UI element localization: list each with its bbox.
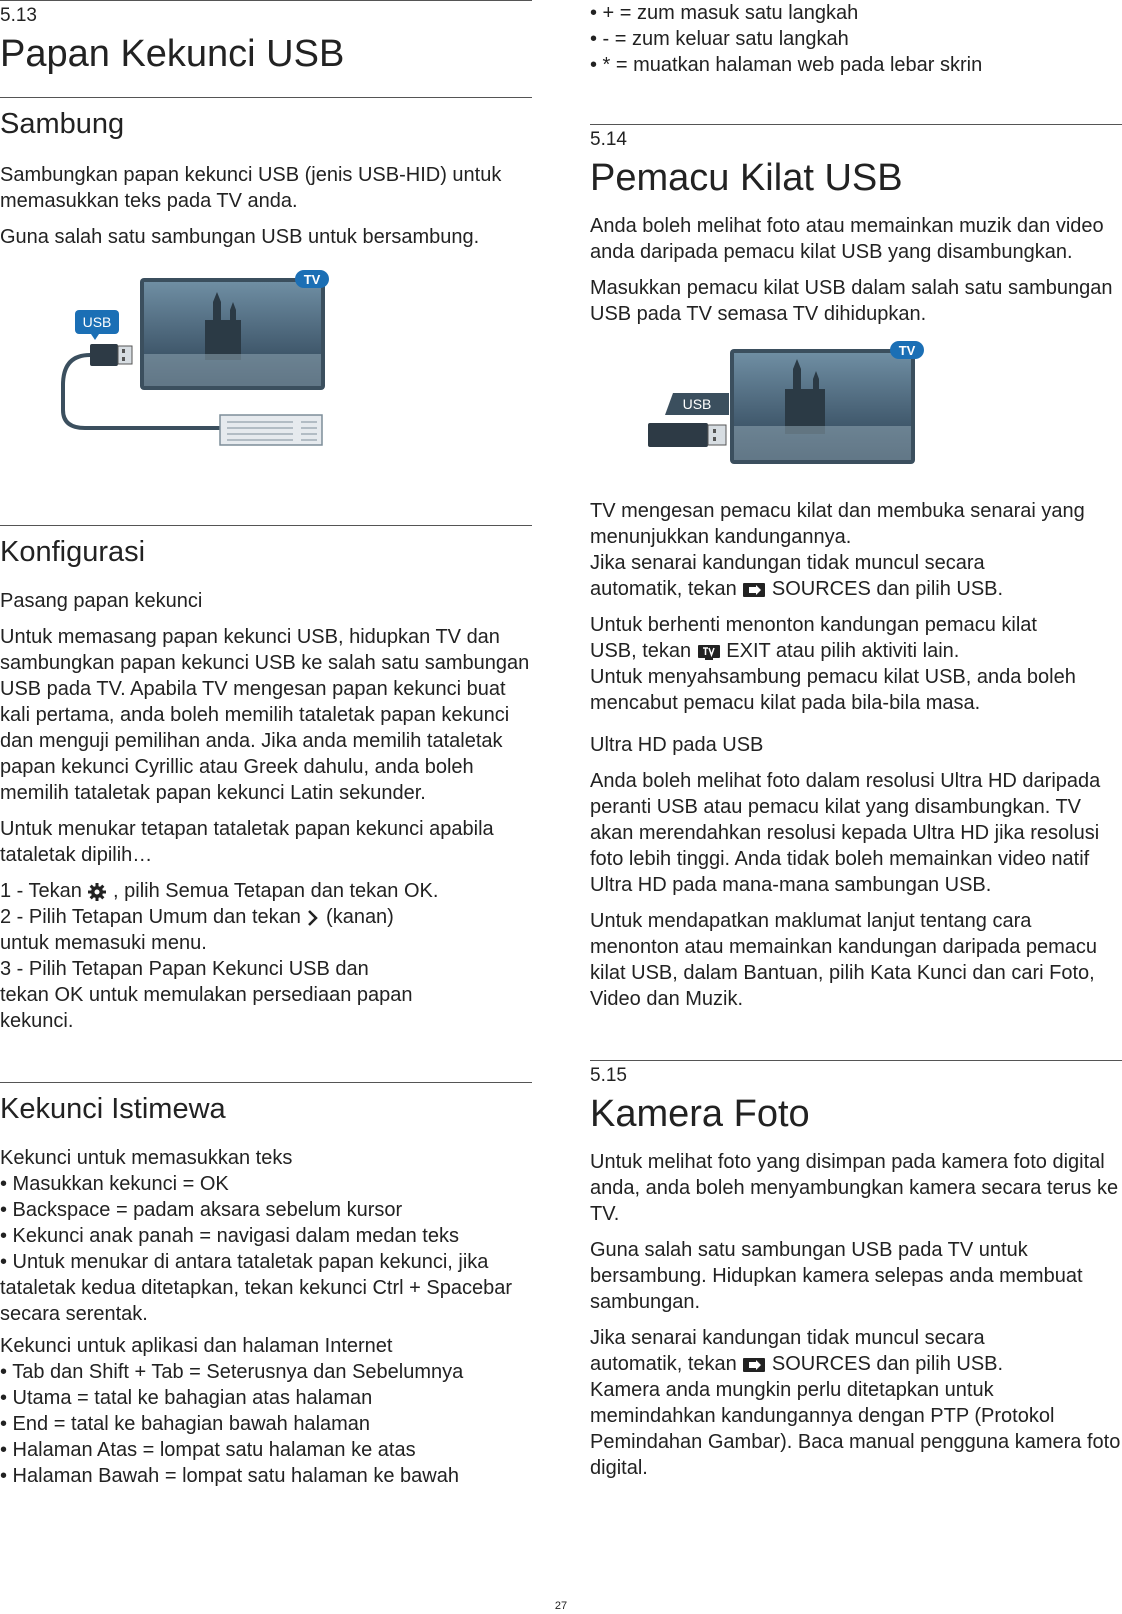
- usb-plug-icon: [90, 344, 132, 366]
- sources-icon: [742, 581, 766, 599]
- step-text: 1 - Tekan: [0, 880, 88, 902]
- paragraph: Untuk mendapatkan maklumat lanjut tentang cara menonton atau memainkan kandungan daripada pemacu kilat USB, dalam Bantuan, pilih Kata Kunci dan cari Foto, Video dan Muzik.: [590, 910, 1098, 1010]
- section-rule: [590, 1060, 1122, 1061]
- paragraph: Untuk menukar tetapan tataletak papan kekunci apabila tataletak dipilih…: [0, 818, 494, 866]
- paragraph-line: [590, 638, 1122, 664]
- subsection-rule: [0, 1082, 532, 1083]
- tv-badge-icon: [295, 270, 329, 288]
- right-column: [590, 0, 1122, 1481]
- subheading: Kekunci untuk memasukkan teks: [0, 1147, 293, 1169]
- step-text: kekunci.: [0, 1010, 74, 1032]
- paragraph: TV mengesan pemacu kilat dan membuka senarai yang menunjukkan kandungannya.: [590, 500, 1085, 548]
- paragraph: Kamera anda mungkin perlu ditetapkan untuk memindahkan kandungannya dengan PTP (Protokol Pemindahan Gambar). Baca manual pengguna kamera foto digital.: [590, 1379, 1121, 1479]
- step-text: 2 - Pilih Tetapan Umum dan tekan: [0, 906, 307, 928]
- paragraph: Masukkan pemacu kilat USB dalam salah satu sambungan USB pada TV semasa TV dihidupkan.: [590, 277, 1113, 325]
- paragraph-line: Jika senarai kandungan tidak muncul secara: [590, 552, 985, 574]
- left-column: [0, 0, 532, 1489]
- paragraph: Guna salah satu sambungan USB pada TV untuk bersambung. Hidupkan kamera selepas anda membuat sambungan.: [590, 1239, 1083, 1313]
- step-text: (kanan): [326, 906, 394, 928]
- sources-icon: [742, 1356, 766, 1374]
- section-number: 5.15: [590, 1065, 627, 1086]
- inline-text: automatik, tekan: [590, 578, 743, 600]
- subsection-rule: [0, 97, 532, 98]
- usb-badge-icon: [665, 393, 729, 415]
- list-zoom-keys: [590, 0, 1122, 78]
- section-title: Pemacu Kilat USB: [590, 157, 903, 199]
- paragraph-line: [590, 1351, 1122, 1377]
- fog-shape: [144, 354, 321, 386]
- usb-flash-drive-illustration: [645, 341, 945, 476]
- step-1: [0, 878, 532, 904]
- paragraph: Untuk menyahsambung pemacu kilat USB, anda boleh mencabut pemacu kilat pada bila-bila masa.: [590, 666, 1076, 714]
- inline-text: EXIT atau pilih aktiviti lain.: [726, 640, 960, 662]
- page-number: 27: [554, 1600, 568, 1612]
- tv-badge-label: TV: [898, 343, 916, 358]
- list-item: • End = tatal ke bahagian bawah halaman: [0, 1413, 371, 1435]
- step-3: 3 - Pilih Tetapan Papan Kekunci USB dan: [0, 958, 369, 980]
- list-text-keys: [0, 1171, 532, 1327]
- inline-text: automatik, tekan: [590, 1353, 743, 1375]
- section-rule: [590, 124, 1122, 125]
- paragraph: Anda boleh melihat foto dalam resolusi Ultra HD daripada peranti USB atau pemacu kilat yang disambungkan. TV akan merendahkan resolusi kepada Ultra HD jika resolusi foto lebih tinggi. Anda tidak boleh memainkan video natif Ultra HD pada mana-mana sambungan USB.: [590, 770, 1101, 896]
- subsection-title-konfigurasi: Konfigurasi: [0, 536, 146, 568]
- paragraph: Sambungkan papan kekunci USB (jenis USB-HID) untuk memasukkan teks pada TV anda.: [0, 164, 502, 212]
- list-item: • Tab dan Shift + Tab = Seterusnya dan Sebelumnya: [0, 1361, 464, 1383]
- usb-flash-drive-icon: [648, 423, 726, 447]
- section-title: Papan Kekunci USB: [0, 33, 345, 75]
- section-number: 5.13: [0, 5, 37, 26]
- list-item: • Kekunci anak panah = navigasi dalam medan teks: [0, 1225, 459, 1247]
- paragraph: Untuk melihat foto yang disimpan pada kamera foto digital anda, anda boleh menyambungkan kamera secara terus ke TV.: [590, 1151, 1119, 1225]
- step-text: untuk memasuki menu.: [0, 932, 207, 954]
- subsection-rule: [0, 525, 532, 526]
- list-app-keys: [0, 1359, 532, 1489]
- chevron-right-icon: [306, 908, 320, 928]
- section-number: 5.14: [590, 129, 627, 150]
- subheading: Ultra HD pada USB: [590, 734, 764, 756]
- inline-text: SOURCES dan pilih USB.: [771, 1353, 1004, 1375]
- subheading: Kekunci untuk aplikasi dan halaman Internet: [0, 1335, 393, 1357]
- list-item: • - = zum keluar satu langkah: [590, 28, 849, 50]
- inline-text: SOURCES dan pilih USB.: [771, 578, 1004, 600]
- keyboard-icon: [220, 415, 322, 445]
- section-title: Kamera Foto: [590, 1093, 810, 1135]
- step-text: , pilih Semua Tetapan dan tekan OK.: [113, 880, 439, 902]
- list-item: • Backspace = padam aksara sebelum kursor: [0, 1199, 403, 1221]
- tv-badge-label: TV: [303, 272, 321, 287]
- subsection-title-kekunci-istimewa: Kekunci Istimewa: [0, 1093, 226, 1125]
- tv-badge-icon: [890, 341, 924, 359]
- list-item: • * = muatkan halaman web pada lebar skrin: [590, 54, 983, 76]
- paragraph: Untuk memasang papan kekunci USB, hidupkan TV dan sambungkan papan kekunci USB ke salah satu sambungan USB pada TV. Apabila TV mengesan papan kekunci buat kali pertama, anda boleh memilih tataletak papan kekunci dan menguji pemilihan anda. Jika anda memilih tataletak papan kekunci Cyrillic atau Greek dahulu, anda boleh memilih tataletak papan kekunci Latin sekunder.: [0, 626, 530, 804]
- paragraph-line: Jika senarai kandungan tidak muncul secara: [590, 1327, 985, 1349]
- subheading: Pasang papan kekunci: [0, 590, 203, 612]
- inline-text: USB, tekan: [590, 640, 697, 662]
- tv-exit-icon: [697, 644, 721, 660]
- paragraph: Guna salah satu sambungan USB untuk bersambung.: [0, 226, 480, 248]
- list-item: • + = zum masuk satu langkah: [590, 2, 859, 24]
- fog-shape: [734, 426, 911, 460]
- usb-badge-label: USB: [682, 396, 712, 412]
- list-item: • Untuk menukar di antara tataletak papan kekunci, jika tataletak kedua ditetapkan, tekan kekunci Ctrl + Spacebar secara serentak.: [0, 1251, 512, 1325]
- usb-keyboard-illustration: [55, 270, 395, 460]
- list-item: • Utama = tatal ke bahagian atas halaman: [0, 1387, 373, 1409]
- gear-icon: [87, 882, 107, 902]
- paragraph-line: [590, 576, 1122, 602]
- paragraph-line: Untuk berhenti menonton kandungan pemacu kilat: [590, 614, 1037, 636]
- usb-badge-label: USB: [82, 314, 112, 330]
- list-item: • Halaman Bawah = lompat satu halaman ke bawah: [0, 1465, 459, 1487]
- list-item: • Halaman Atas = lompat satu halaman ke atas: [0, 1439, 416, 1461]
- subsection-title-sambung: Sambung: [0, 108, 125, 140]
- list-item: • Masukkan kekunci = OK: [0, 1173, 229, 1195]
- paragraph: Anda boleh melihat foto atau memainkan muzik dan video anda daripada pemacu kilat USB yang disambungkan.: [590, 215, 1104, 263]
- step-text: tekan OK untuk memulakan persediaan papan: [0, 984, 413, 1006]
- usb-badge-icon: [75, 310, 119, 340]
- step-2: [0, 904, 532, 930]
- section-rule: [0, 0, 532, 1]
